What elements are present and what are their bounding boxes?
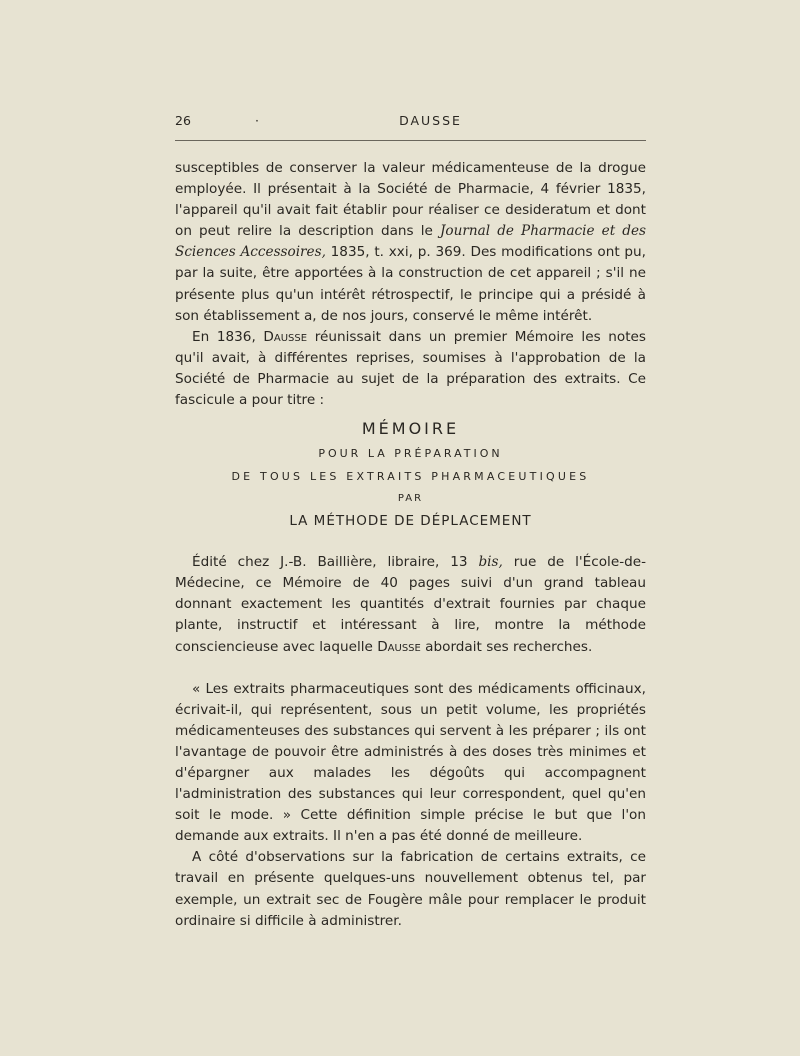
journal-title: Journal de Pharmacie et des Sciences Accessoires,: [175, 223, 646, 261]
paragraph-1-text: susceptibles de conserver la valeur médicamenteuse de la drogue employée. Il présentait à la Société de Pharmacie, 4 février 1835, l'appareil qu'il avait fait établir pour réaliser ce desideratum et dont on peut relire la description dans le: [175, 160, 646, 240]
memoir-title: MÉMOIRE: [361, 419, 460, 439]
paragraph-3-start: Édité chez J.-B. Baillière, libraire, 13: [192, 554, 479, 571]
paragraph-4-quote: « Les extraits pharmaceutiques sont des médicaments officinaux, écrivait-il, qui représentent, sous un petit volume, les propriétés médicamenteuses des substances qui servent à les préparer ; ils ont l'avantage de pouvoir être administrés à des doses très minimes et d'épargner aux malades les dégoûts qui accompagnent l'administration des substances qui leur correspondent, quel qu'en soit le mode. » Cette définition simple précise le but que l'on demande aux extraits. Il n'en a pas été donné de meilleure.: [175, 680, 646, 845]
paragraph-2-start: En 1836,: [192, 328, 264, 345]
memoir-subtitle-3: PAR: [397, 493, 424, 505]
paragraph-2: [175, 327, 646, 411]
paragraph-3-end: abordait ses recherches.: [420, 638, 593, 655]
paragraph-2-end: réunissait dans un premier Mémoire les notes qu'il avait, à différentes reprises, soumises à l'approbation de la Société de Pharmacie au sujet de la préparation des extraits. Ce fascicule a pour titre :: [175, 328, 647, 409]
author-name-2: Dausse: [377, 638, 421, 655]
author-name: Dausse: [263, 328, 308, 345]
paragraph-5: A côté d'observations sur la fabrication de certains extraits, ce travail en présente quelques-uns nouvellement obtenus tel, par exemple, un extrait sec de Fougère mâle pour remplacer le produit ordinaire si difficile à administrer.: [175, 849, 646, 929]
paragraph-1: [175, 158, 646, 327]
header-rule: [175, 140, 646, 141]
paragraph-3-mid: rue de l'École-de-Médecine, ce Mémoire de 40 pages suivi d'un grand tableau donnant exactement les quantités d'extrait fournies par chaque plante, instructif et intéressant à lire, montre la méthode consciencieuse avec laquelle: [175, 554, 646, 655]
bis-italic: bis,: [478, 554, 503, 571]
header-dot: ·: [255, 113, 259, 128]
memoir-subtitle-2: DE TOUS LES EXTRAITS PHARMACEUTIQUES: [231, 470, 590, 484]
memoir-subtitle-4: LA MÉTHODE DE DÉPLACEMENT: [289, 513, 532, 530]
memoir-title-block: [175, 418, 646, 530]
running-title: DAUSSE: [399, 113, 462, 128]
paragraph-3: [175, 552, 646, 657]
body-text: [175, 158, 646, 932]
memoir-subtitle-1: POUR LA PRÉPARATION: [318, 447, 503, 461]
paragraph-1-end: 1835, t. xxi, p. 369. Des modifications ont pu, par la suite, être apportées à la construction de cet appareil ; s'il ne présente plus qu'un intérêt rétrospectif, le principe qui a présidé à son établissement a, de nos jours, conservé le même intérêt.: [175, 244, 646, 324]
page-number: 26: [175, 113, 191, 128]
running-header: [175, 113, 646, 129]
